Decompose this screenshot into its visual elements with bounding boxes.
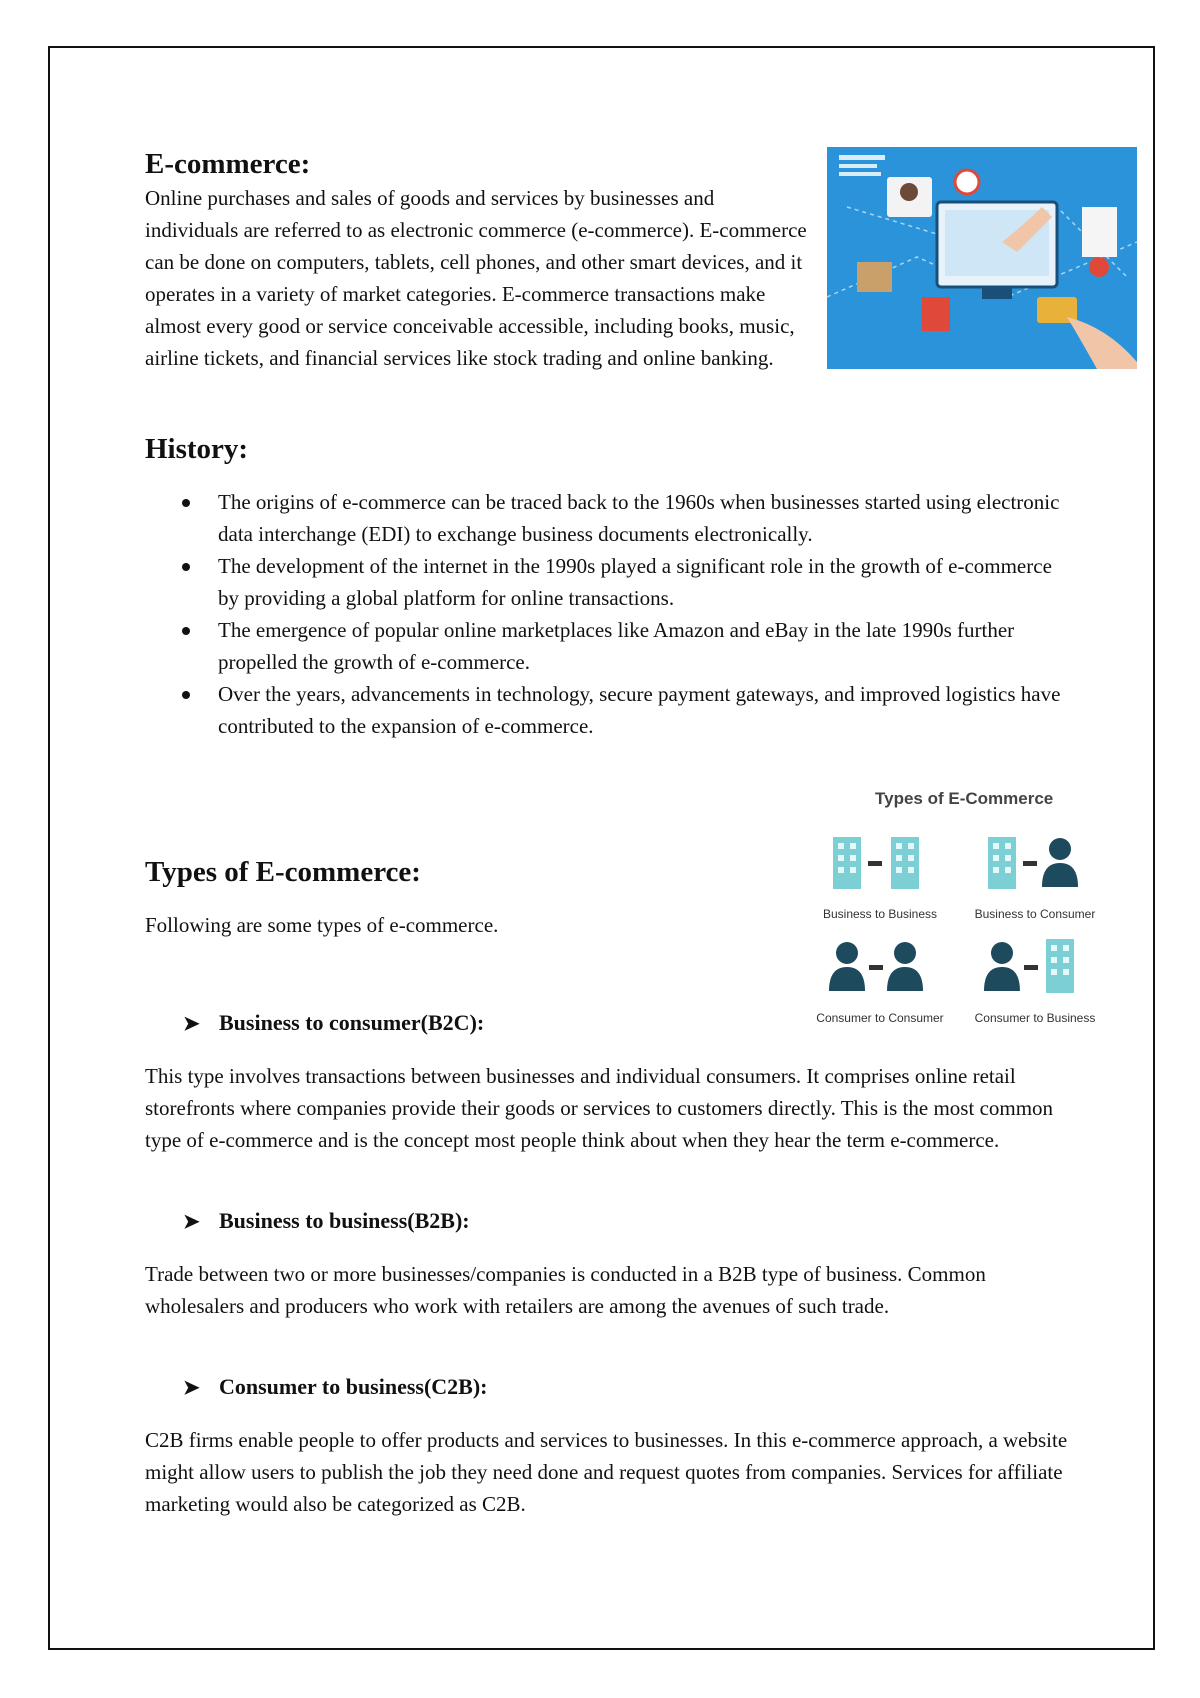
history-item-text: Over the years, advancements in technology, secure payment gateways, and improved logistics have contributed to the expansion of e-commerce. bbox=[218, 682, 1061, 738]
bullet-icon bbox=[182, 499, 190, 507]
section-heading-ecommerce: E-commerce: bbox=[145, 148, 311, 180]
b2b-paragraph: Trade between two or more businesses/companies is conducted in a B2B type of business. Common wholesalers and producers who work with retailers are among the avenues of such trade. bbox=[145, 1262, 986, 1318]
person-to-person-icon bbox=[805, 933, 955, 1003]
history-item-text: The origins of e-commerce can be traced back to the 1960s when businesses started using electronic data interchange (EDI) to exchange business documents electronically. bbox=[218, 490, 1060, 546]
history-item bbox=[145, 678, 1075, 742]
history-item bbox=[145, 486, 1075, 550]
section-heading-types: Types of E-commerce: bbox=[145, 856, 421, 888]
subheading-c2b-text: Consumer to business(C2B): bbox=[219, 1374, 488, 1399]
history-item-text: The emergence of popular online marketplaces like Amazon and eBay in the late 1990s further propelled the growth of e-commerce. bbox=[218, 618, 1015, 674]
building-to-building-icon bbox=[805, 829, 955, 899]
diagram-cell-b2c bbox=[960, 829, 1110, 929]
arrow-bullet-icon: ➤ bbox=[183, 1013, 200, 1035]
section-heading-history: History: bbox=[145, 433, 249, 465]
b2c-paragraph: This type involves transactions between businesses and individual consumers. It comprises online retail storefronts where companies provide their goods or services to customers directly. This is the most common type of e-commerce and is the concept most people think about when they hear the term e-commerce. bbox=[145, 1064, 1054, 1152]
building-to-person-icon bbox=[960, 829, 1110, 899]
diagram-cell-c2c bbox=[805, 933, 955, 1033]
arrow-bullet-icon: ➤ bbox=[183, 1377, 200, 1399]
person-to-building-icon bbox=[960, 933, 1110, 1003]
history-item bbox=[145, 550, 1075, 614]
diagram-label: Business to Business bbox=[822, 907, 938, 921]
c2b-paragraph: C2B firms enable people to offer products and services to businesses. In this e-commerce approach, a website might allow users to publish the job they need done and request quotes from companies. Services for affiliate marketing would also be categorized as C2B. bbox=[145, 1428, 1068, 1516]
arrow-bullet-icon: ➤ bbox=[183, 1211, 200, 1233]
diagram-title: Types of E-Commerce bbox=[875, 789, 1054, 808]
diagram-cell-b2b bbox=[805, 829, 955, 929]
bullet-icon bbox=[182, 691, 190, 699]
diagram-cell-c2b bbox=[960, 933, 1110, 1033]
history-list bbox=[145, 486, 1075, 742]
history-item-text: The development of the internet in the 1990s played a significant role in the growth of e-commerce by providing a global platform for online transactions. bbox=[218, 554, 1052, 610]
intro-paragraph: Online purchases and sales of goods and services by businesses and individuals are referred to as electronic commerce (e-commerce). E-commerce can be done on computers, tablets, cell phones, and other smart devices, and it operates in a variety of market categories. E-commerce transactions make almost every good or service conceivable accessible, including books, music, airline tickets, and financial services like stock trading and online banking. bbox=[145, 186, 807, 370]
ecommerce-illustration bbox=[827, 147, 1137, 369]
diagram-label: Consumer to Consumer bbox=[816, 1011, 944, 1025]
types-diagram bbox=[805, 787, 1115, 1037]
types-intro: Following are some types of e-commerce. bbox=[145, 913, 499, 937]
subheading-b2b bbox=[183, 1206, 470, 1237]
subheading-b2c-text: Business to consumer(B2C): bbox=[219, 1010, 485, 1035]
subheading-b2b-text: Business to business(B2B): bbox=[219, 1208, 470, 1233]
subheading-c2b bbox=[183, 1372, 488, 1403]
history-item bbox=[145, 614, 1075, 678]
ecommerce-illustration-graphic bbox=[827, 147, 1137, 369]
bullet-icon bbox=[182, 563, 190, 571]
diagram-label: Consumer to Business bbox=[974, 1011, 1096, 1025]
diagram-label: Business to Consumer bbox=[974, 907, 1096, 921]
subheading-b2c bbox=[183, 1008, 484, 1039]
bullet-icon bbox=[182, 627, 190, 635]
